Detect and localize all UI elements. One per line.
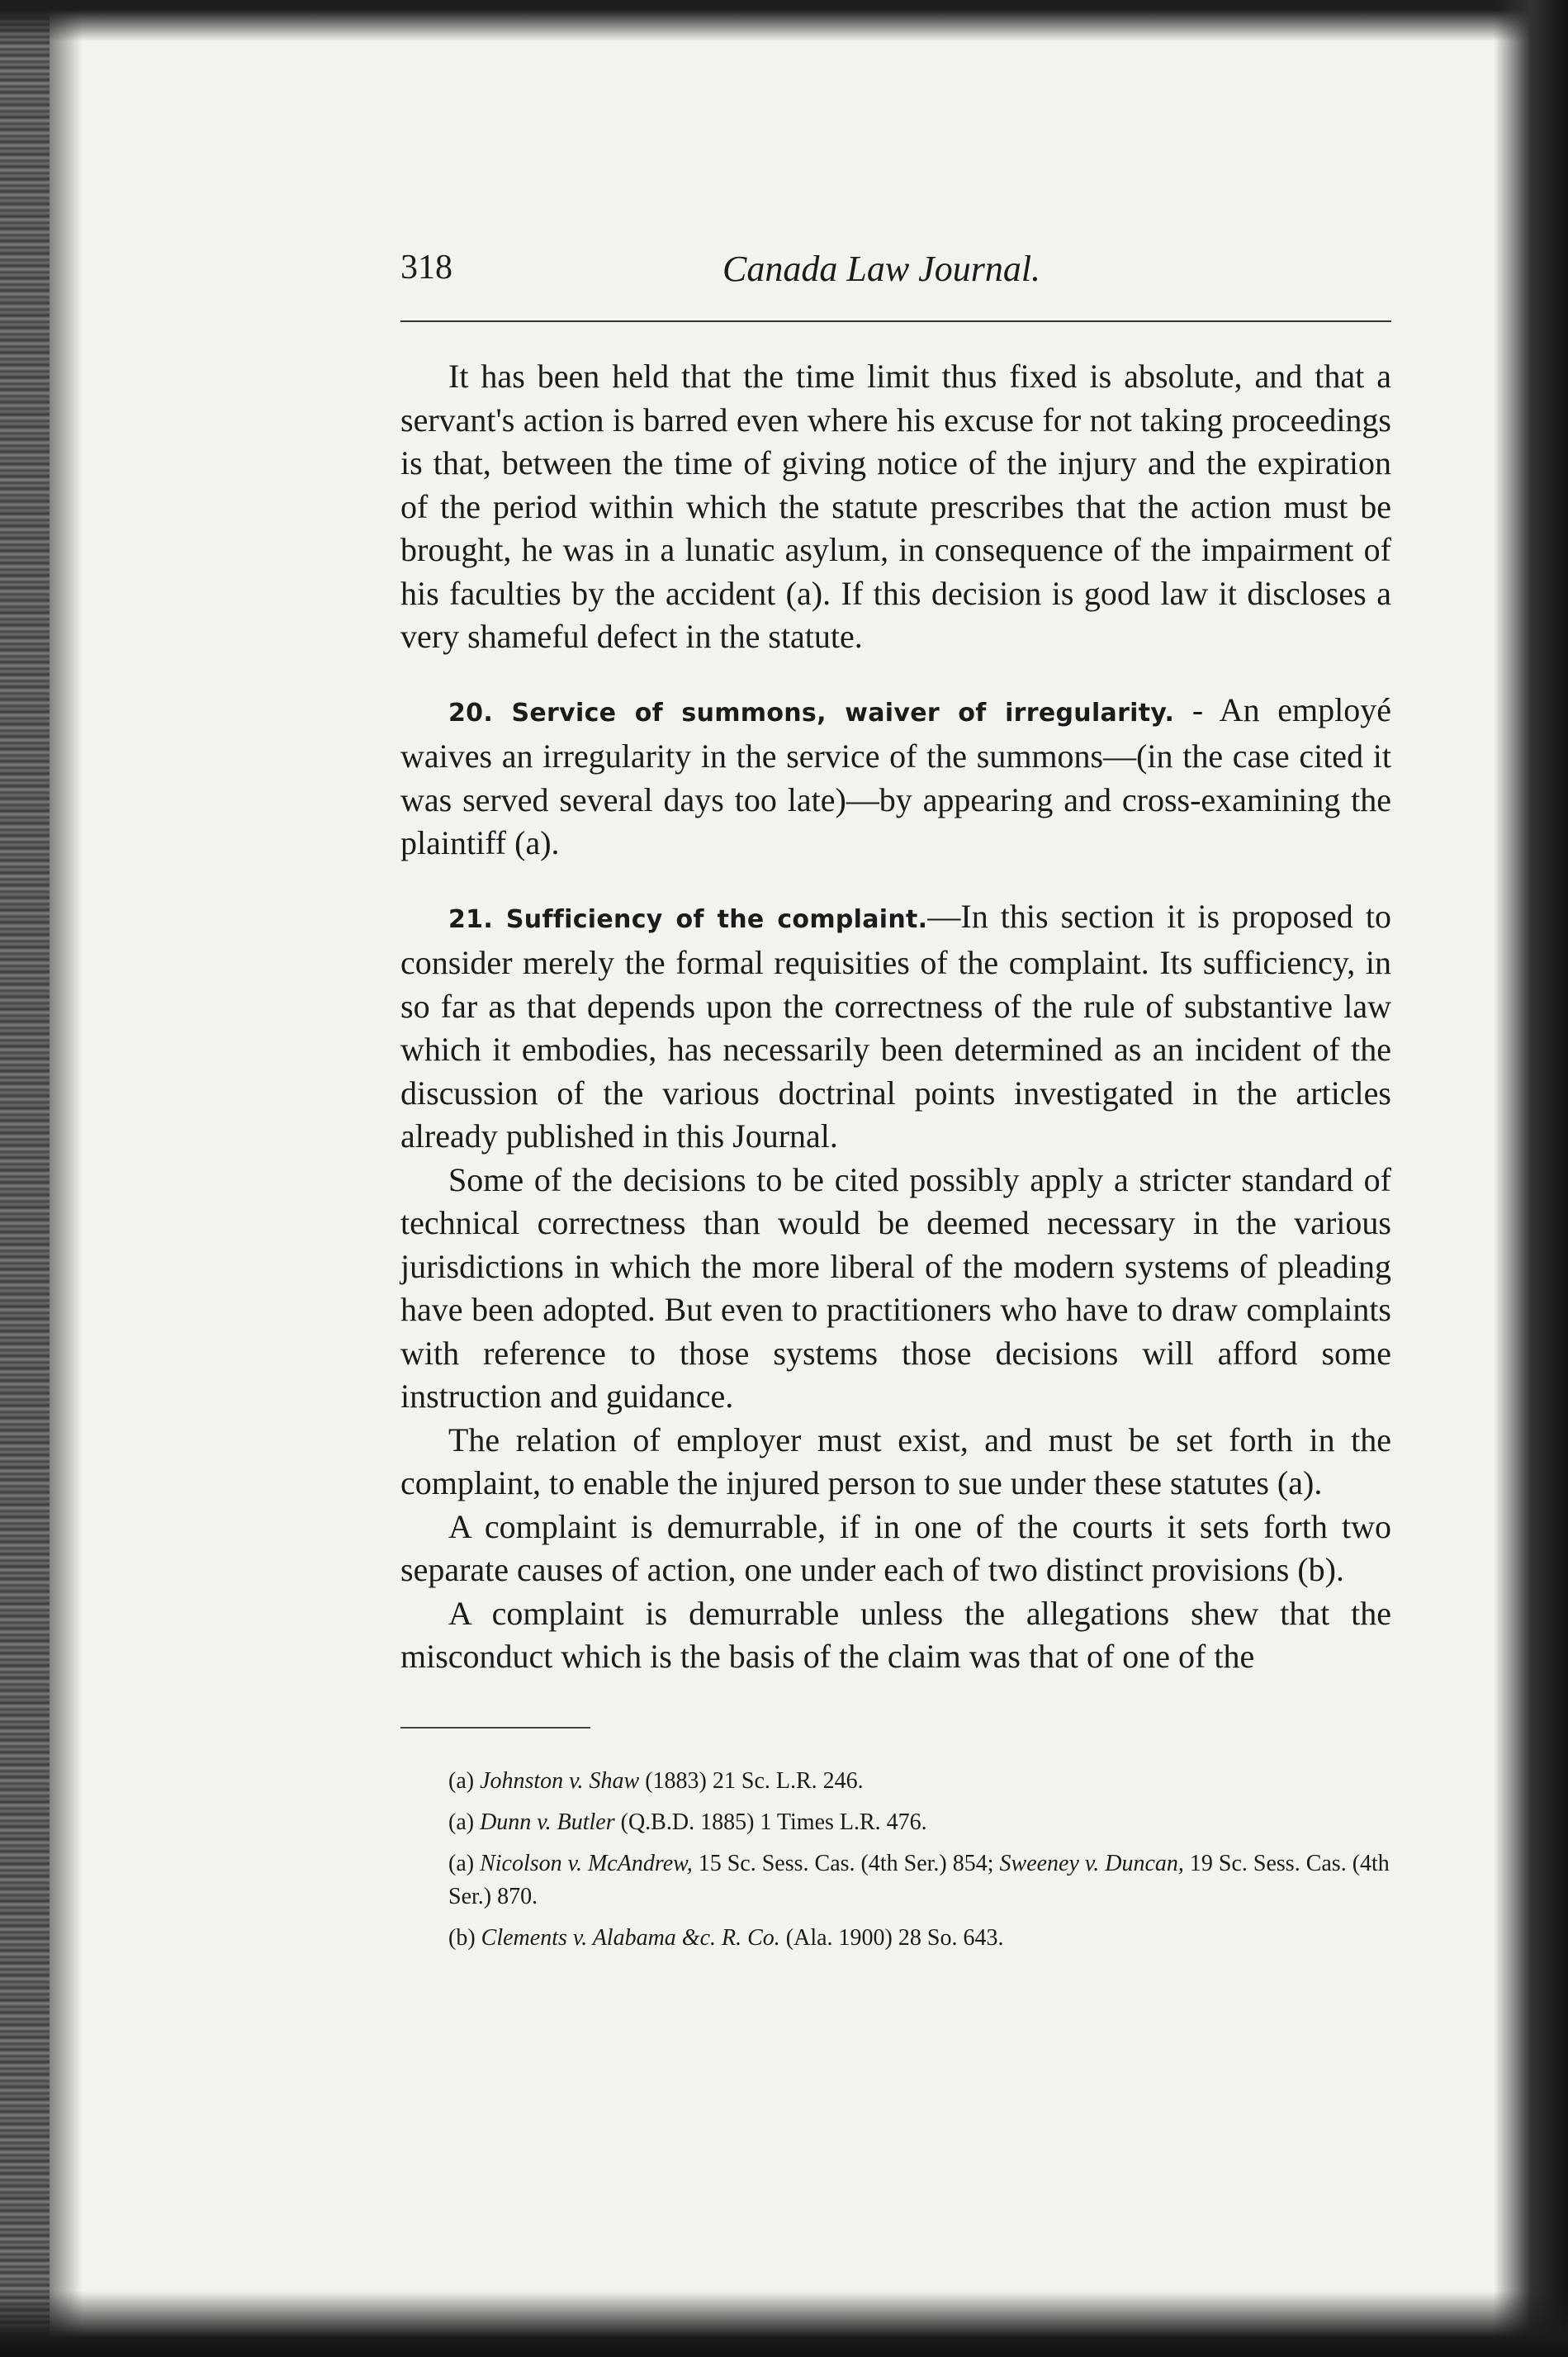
page-header	[400, 248, 1391, 322]
scan-border-bottom	[0, 2291, 1568, 2357]
footnote-mark: (b)	[448, 1924, 476, 1951]
paragraph-stricter-standard: Some of the decisions to be cited possibly apply a stricter standard of technical correctness than would be deemed necessary in the various jurisdictions in which the more liberal of the modern systems of pleading have been adopted. But even to practitioners who have to draw complaints with reference to those systems those decisions will afford some instruction and guidance.	[400, 1160, 1391, 1415]
footnotes	[400, 1765, 1391, 1955]
paragraph-demurrable-allegations: A complaint is demurrable unless the allegations shew that the misconduct which is the basis of the claim was that of one of the	[400, 1594, 1391, 1675]
footnote-mark: (a)	[448, 1809, 475, 1835]
journal-page	[400, 248, 1391, 1963]
footnote	[448, 1765, 1391, 1798]
scan-border-top	[0, 0, 1568, 41]
paragraph-relation-employer: The relation of employer must exist, and must be set forth in the complaint, to enable the injured person to sue under these statutes (a).	[400, 1420, 1391, 1501]
footnote-case: Dunn v. Butler	[480, 1809, 615, 1835]
footnote-case: Nicolson v. McAndrew,	[480, 1850, 693, 1876]
footnote-cite: 19 Sc. Sess. Cas. (4th Ser.) 870.	[448, 1850, 1390, 1909]
section-21	[400, 895, 1391, 1159]
footnote	[448, 1847, 1391, 1914]
section-21-text: —In this section it is proposed to consider merely the formal requisities of the complaint. Its sufficiency, in so far as that depends upon the correctness of the rule of substantive law which it embodies, has necessarily been determined as an incident of the discussion of the various doctrinal points investigated in the articles already published in this Journal.	[400, 897, 1391, 1155]
footnote-rule	[400, 1727, 590, 1729]
footnote-case: Sweeney v. Duncan,	[999, 1850, 1184, 1876]
header-rule	[400, 320, 1391, 322]
footnote	[448, 1806, 1391, 1839]
scan-shadow-left	[50, 0, 83, 2357]
paragraph-time-limit: It has been held that the time limit thus fixed is absolute, and that a servant's action is barred even where his excuse for not taking proceedings is that, between the time of giving notice of the injury and the expiration of the period within which the statute prescribes that the action must be brought, he was in a lunatic asylum, in consequence of the impairment of his faculties by the accident (a). If this decision is good law it discloses a very shameful defect in the statute.	[400, 358, 1391, 655]
scan-border-right	[1494, 0, 1568, 2357]
footnote-case: Johnston v. Shaw	[480, 1767, 640, 1794]
section-20-text: - An employé waives an irregularity in the service of the summons—(in the case cited it was served several days too late)—by appearing and cross-examining the plaintiff (a).	[400, 690, 1391, 861]
footnote-cite: (Ala. 1900) 28 So. 643.	[779, 1924, 1004, 1951]
footnote-cite: 15 Sc. Sess. Cas. (4th Ser.) 854;	[692, 1850, 1000, 1876]
section-21-heading: 21. Sufficiency of the complaint.	[448, 904, 928, 934]
footnote-mark: (a)	[448, 1850, 475, 1876]
footnote	[448, 1922, 1391, 1955]
footnote-mark: (a)	[448, 1767, 475, 1794]
footnote-cite: (1883) 21 Sc. L.R. 246.	[639, 1767, 864, 1794]
footnote-case: Clements v. Alabama &c. R. Co.	[481, 1924, 780, 1951]
scan-border-left	[0, 0, 50, 2357]
body-text	[400, 355, 1391, 1679]
running-title: Canada Law Journal.	[722, 249, 1041, 289]
footnote-cite: (Q.B.D. 1885) 1 Times L.R. 476.	[614, 1809, 927, 1835]
paragraph-demurrable-causes: A complaint is demurrable, if in one of the courts it sets forth two separate causes of action, one under each of two distinct provisions (b).	[400, 1507, 1391, 1588]
section-20	[400, 689, 1391, 865]
section-20-heading: 20. Service of summons, waiver of irregularity.	[448, 698, 1175, 728]
page-number: 318	[400, 249, 452, 287]
